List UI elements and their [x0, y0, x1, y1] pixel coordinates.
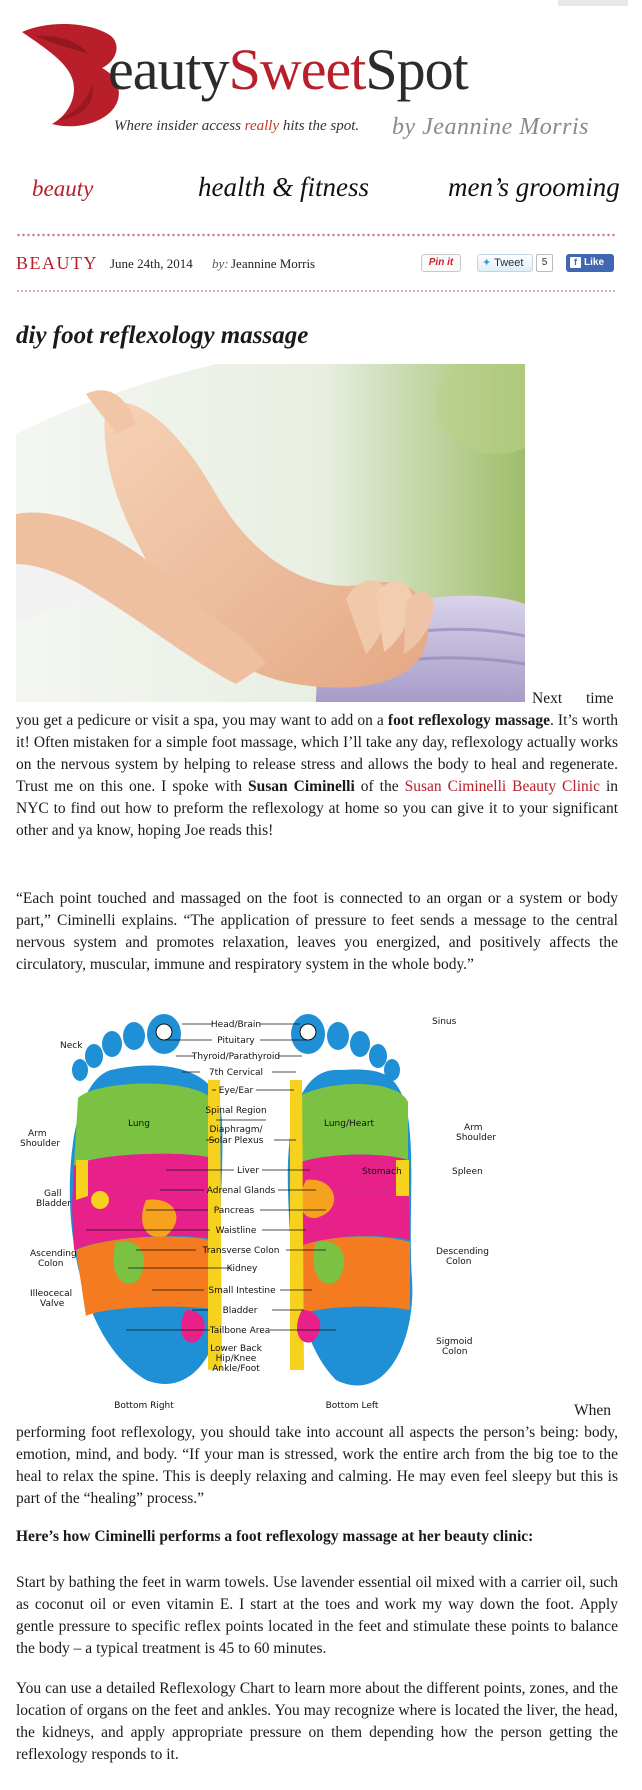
label-solar-plexus: Solar Plexus: [208, 1136, 264, 1146]
article-paragraph-4: Start by bathing the feet in warm towels. Use lavender essential oil mixed with a carrier oil, such as coconut oil or even vitamin E. I start at the toes and work my way down the foot. Apply gentle pressure to specific reflex points located in the feet and stimulate these points to balance the body – a typical treatment is 45 to 60 minutes.: [16, 1574, 618, 1657]
label-descending: Descending: [436, 1247, 489, 1257]
label-illeocecal: Illeocecal: [30, 1289, 73, 1299]
tagline-after: hits the spot.: [279, 118, 360, 134]
label-pancreas: Pancreas: [213, 1206, 255, 1216]
logo-part-3: Spot: [365, 37, 468, 102]
label-kidney: Kidney: [226, 1264, 258, 1274]
logo-part-2: Sweet: [228, 37, 366, 102]
article-paragraph-2: “Each point touched and massaged on the foot is connected to an organ or a system or body part,” Ciminelli explains. “The application of pressure to feet sends a message to the central nervous system and promotes relaxation, leaves you energized, and positively affects the circulatory, muscular, immune and respiratory system in the whole body.”: [16, 890, 618, 973]
tweet-count: 5: [536, 254, 553, 272]
tagline-highlight: really: [244, 118, 280, 134]
caption-bottom-left: Bottom Left: [325, 1401, 379, 1411]
label-eye-ear: Eye/Ear: [218, 1086, 254, 1096]
facebook-like-button[interactable]: [566, 254, 614, 272]
p1-bold-1: foot reflexology massage: [387, 712, 550, 729]
label-sinus: Sinus: [432, 1017, 457, 1027]
post-author[interactable]: Jeannine Morris: [231, 256, 316, 271]
top-bar-decoration: [558, 0, 628, 6]
foot-massage-photo-icon: [16, 364, 525, 702]
label-sigmoid: Sigmoid: [436, 1337, 473, 1347]
label-hip-knee: Hip/Knee: [215, 1354, 257, 1364]
label-diaphragm: Diaphragm/: [209, 1125, 263, 1135]
post-meta: [0, 250, 642, 280]
label-thyroid: Thyroid/Parathyroid: [191, 1052, 281, 1062]
tagline-before: Where insider access: [114, 118, 245, 134]
site-logo-title[interactable]: [108, 38, 468, 102]
label-waistline: Waistline: [215, 1226, 257, 1236]
label-ankle-foot: Ankle/Foot: [212, 1364, 260, 1374]
site-tagline: [114, 118, 359, 135]
nav-item-health-fitness[interactable]: health & fitness: [198, 172, 369, 202]
label-tailbone-area: Tailbone Area: [209, 1326, 271, 1336]
label-7th-cervical: 7th Cervical: [208, 1068, 264, 1078]
para3-lead: When: [574, 1402, 612, 1419]
label-ascending-colon: Colon: [38, 1259, 64, 1269]
article-paragraph-5: You can use a detailed Reflexology Chart to learn more about the different points, zones, and the location of organs on the feet and ankles. You may recognize where is located the liver, the head, the kidneys, and apply appropriate pressure on them depending how the person getting the reflexology responds to it.: [16, 1680, 618, 1763]
clinic-link[interactable]: Susan Ciminelli Beauty Clinic: [404, 778, 600, 795]
label-arm-left: Arm: [28, 1129, 47, 1139]
nav-item-beauty[interactable]: beauty: [32, 176, 94, 201]
label-lower-back: Lower Back: [210, 1344, 262, 1354]
p1-bold-2: Susan Ciminelli: [248, 778, 355, 795]
label-pituitary: Pituitary: [217, 1036, 255, 1046]
p1-text-1: you get a pedicure or visit a spa, you may want to add on a: [16, 712, 388, 729]
label-stomach: Stomach: [362, 1167, 402, 1177]
label-shoulder-left: Shoulder: [20, 1139, 61, 1149]
label-neck: Neck: [60, 1041, 83, 1051]
chart-right-labels: [432, 1017, 496, 1357]
hero-image: [16, 364, 525, 702]
label-arm-right: Arm: [464, 1123, 483, 1133]
label-spleen: Spleen: [452, 1167, 483, 1177]
label-sigmoid-colon: Colon: [442, 1347, 468, 1357]
label-gall: Gall: [44, 1189, 62, 1199]
label-lung: Lung: [128, 1119, 150, 1129]
site-byline: by Jeannine Morris: [392, 114, 589, 140]
label-adrenal-glands: Adrenal Glands: [206, 1186, 276, 1196]
para1-lead: Next time: [532, 690, 614, 707]
main-nav: [0, 170, 642, 214]
post-by-label: by:: [212, 256, 229, 271]
left-foot-sole: [288, 1069, 413, 1385]
label-valve: Valve: [40, 1299, 65, 1309]
right-foot-sole: [70, 1066, 223, 1384]
label-shoulder-right: Shoulder: [456, 1133, 497, 1143]
label-head-brain: Head/Brain: [210, 1020, 262, 1030]
post-title: diy foot reflexology massage: [16, 322, 309, 349]
p1-text-2: . It’s worth it! Often mistaken for a simple foot massage, which I’ll take any day, reflexology actually works on the nervous system by helping to release stress and allows the body to heal and regenerate. Trust me on this one. I spoke with: [16, 712, 619, 795]
tweet-label: Tweet: [494, 257, 524, 269]
like-label: Like: [584, 257, 605, 268]
tweet-button[interactable]: [477, 254, 533, 272]
pinterest-button[interactable]: Pin it: [421, 254, 461, 272]
reflexology-chart: [16, 1010, 526, 1414]
nav-item-mens-grooming[interactable]: men’s grooming: [448, 172, 620, 202]
meta-divider: [16, 290, 616, 292]
post-date: June 24th, 2014: [110, 256, 193, 271]
label-bladder: Bladder: [222, 1306, 258, 1316]
label-liver: Liver: [236, 1166, 260, 1176]
label-lung-heart: Lung/Heart: [324, 1119, 375, 1129]
p1-text-3: of the: [354, 778, 405, 795]
chart-foot-captions: [114, 1401, 379, 1411]
site-header: [0, 0, 642, 160]
section-heading: Here’s how Ciminelli performs a foot reflexology massage at her beauty clinic:: [16, 1528, 534, 1545]
label-descending-colon: Colon: [446, 1257, 472, 1267]
caption-bottom-right: Bottom Right: [114, 1401, 174, 1411]
label-ascending: Ascending: [30, 1249, 77, 1259]
label-gall-bladder: Bladder: [36, 1199, 71, 1209]
logo-part-1: eauty: [108, 37, 229, 102]
facebook-icon: f: [570, 257, 581, 268]
article-paragraph-3: performing foot reflexology, you should take into account all aspects the person’s being: body, emotion, mind, and body. “If your man is stressed, work the entire arch from the big toe to the heal to relax the spine. This is deeply relaxing and calming. He may even feel sleepy but this is part of the “healing” process.”: [16, 1424, 618, 1507]
label-transverse-colon: Transverse Colon: [202, 1246, 280, 1256]
p1-text-4: in NYC to find out how to preform the reflexology at home so you can give it to your significant other and ya know, hoping Joe reads this!: [16, 778, 618, 839]
article-paragraph-1: [16, 710, 618, 842]
label-spinal-region: Spinal Region: [205, 1106, 267, 1116]
label-small-intestine: Small Intestine: [208, 1286, 276, 1296]
twitter-bird-icon: ✦: [482, 257, 492, 269]
nav-divider: [16, 232, 616, 238]
post-category[interactable]: BEAUTY: [16, 253, 98, 273]
